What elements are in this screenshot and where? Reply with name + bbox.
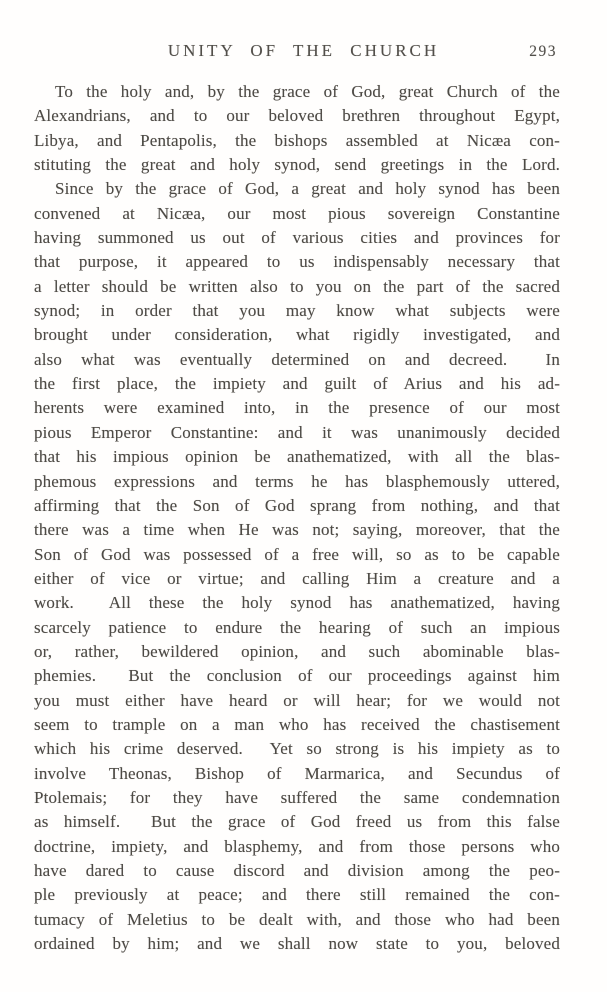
running-head <box>0 41 607 65</box>
text-line: phemous expressions and terms he has blasphemously uttered, <box>34 471 560 491</box>
text-line: that his impious opinion be anathematized, with all the blas- <box>34 447 560 467</box>
text-line: have dared to cause discord and division among the peo- <box>34 861 560 880</box>
text-line: To the holy and, by the grace of God, great Church of the <box>55 82 560 101</box>
text-line: phemies. But the conclusion of our proceedings against him <box>34 666 560 686</box>
text-line: stituting the great and holy synod, send greetings in the Lord. <box>34 155 560 175</box>
text-line: convened at Nicæa, our most pious sovereign Constantine <box>34 203 560 223</box>
running-title: UNITY OF THE CHURCH <box>167 41 440 60</box>
text-line: ple previously at peace; and there still remained the con- <box>34 885 560 905</box>
page-text <box>34 80 560 956</box>
text-line: Alexandrians, and to our beloved brethren throughout Egypt, <box>34 106 560 126</box>
text-line: that purpose, it appeared to us indispensably necessary that <box>34 252 560 272</box>
paragraph <box>34 80 560 177</box>
text-line: Libya, and Pentapolis, the bishops assembled at Nicæa con- <box>34 130 560 150</box>
text-line: a letter should be written also to you on the part of the sacred <box>34 276 560 296</box>
text-line: also what was eventually determined on and decreed. In <box>34 349 560 369</box>
text-line: Since by the grace of God, a great and holy synod has been <box>55 179 560 199</box>
text-line: doctrine, impiety, and blasphemy, and from those persons who <box>34 836 560 856</box>
text-line: affirming that the Son of God sprang from nothing, and that <box>34 495 560 515</box>
text-line: the first place, the impiety and guilt of Arius and his ad- <box>34 374 560 394</box>
text-line: pious Emperor Constantine: and it was unanimously decided <box>34 422 560 442</box>
text-line: you must either have heard or will hear; for we would not <box>34 690 560 710</box>
text-line: scarcely patience to endure the hearing of such an impious <box>34 617 560 637</box>
text-line: as himself. But the grace of God freed us from this false <box>34 812 560 832</box>
text-line: herents were examined into, in the presence of our most <box>34 398 560 418</box>
text-line: tumacy of Meletius to be dealt with, and those who had been <box>34 909 560 929</box>
text-line: or, rather, bewildered opinion, and such abominable blas- <box>34 641 560 661</box>
page-number: 293 <box>529 43 557 60</box>
text-line: ordained by him; and we shall now state to you, beloved <box>34 934 560 954</box>
text-line: work. All these the holy synod has anathematized, having <box>34 593 560 613</box>
text-line: synod; in order that you may know what subjects were <box>34 301 560 321</box>
text-line: involve Theonas, Bishop of Marmarica, and Secundus of <box>34 763 560 783</box>
text-line: brought under consideration, what rigidly investigated, and <box>34 325 560 345</box>
text-line: Ptolemais; for they have suffered the same condemnation <box>34 787 560 807</box>
text-line: having summoned us out of various cities and provinces for <box>34 228 560 248</box>
text-line: Son of God was possessed of a free will, so as to be capable <box>34 544 560 564</box>
text-line: seem to trample on a man who has received the chastisement <box>34 714 560 734</box>
text-line: there was a time when He was not; saying, moreover, that the <box>34 520 560 540</box>
text-line: which his crime deserved. Yet so strong is his impiety as to <box>34 739 560 759</box>
paragraph <box>34 177 560 956</box>
text-line: either of vice or virtue; and calling Him a creature and a <box>34 568 560 588</box>
